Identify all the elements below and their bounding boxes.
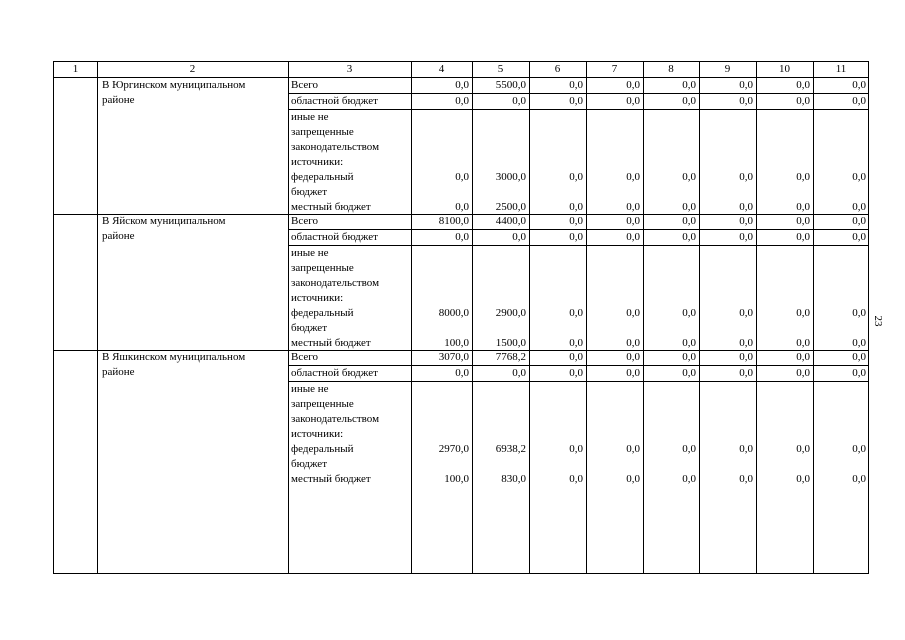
row-label: бюджет — [291, 186, 327, 198]
value-cell: 0,0 — [682, 443, 696, 455]
value-cell: 0,0 — [796, 171, 810, 183]
row-label: иные не — [291, 247, 329, 259]
district-name: районе — [102, 366, 135, 378]
value-cell: 0,0 — [512, 95, 526, 107]
value-cell: 0,0 — [796, 95, 810, 107]
column-header: 8 — [668, 63, 674, 75]
value-cell: 5500,0 — [495, 79, 526, 91]
value-cell: 3070,0 — [438, 351, 469, 363]
value-cell: 0,0 — [739, 307, 753, 319]
budget-table — [53, 61, 869, 574]
value-cell: 0,0 — [569, 201, 583, 213]
value-cell: 0,0 — [852, 95, 866, 107]
district-name: В Яйском муниципальном — [102, 215, 226, 227]
row-label: областной бюджет — [291, 231, 378, 243]
row-label: Всего — [291, 351, 318, 363]
value-cell: 0,0 — [852, 307, 866, 319]
value-cell: 0,0 — [852, 231, 866, 243]
value-cell: 0,0 — [796, 443, 810, 455]
row-divider — [288, 109, 869, 110]
value-cell: 2970,0 — [438, 443, 469, 455]
row-label: запрещенные — [291, 126, 354, 138]
value-cell: 0,0 — [626, 473, 640, 485]
value-cell: 100,0 — [444, 337, 469, 349]
value-cell: 0,0 — [626, 443, 640, 455]
value-cell: 0,0 — [455, 201, 469, 213]
value-cell: 0,0 — [569, 337, 583, 349]
value-cell: 0,0 — [626, 231, 640, 243]
value-cell: 0,0 — [626, 201, 640, 213]
value-cell: 0,0 — [796, 201, 810, 213]
value-cell: 0,0 — [682, 171, 696, 183]
value-cell: 0,0 — [569, 307, 583, 319]
value-cell: 0,0 — [626, 337, 640, 349]
row-label: запрещенные — [291, 262, 354, 274]
value-cell: 0,0 — [796, 351, 810, 363]
value-cell: 0,0 — [852, 337, 866, 349]
row-label: источники: — [291, 428, 344, 440]
value-cell: 0,0 — [626, 171, 640, 183]
value-cell: 830,0 — [501, 473, 526, 485]
row-label: законодательством — [291, 141, 380, 153]
column-divider — [97, 62, 98, 573]
value-cell: 7768,2 — [495, 351, 526, 363]
value-cell: 3000,0 — [495, 171, 526, 183]
row-label: бюджет — [291, 322, 327, 334]
value-cell: 0,0 — [569, 443, 583, 455]
value-cell: 0,0 — [796, 367, 810, 379]
value-cell: 0,0 — [569, 95, 583, 107]
value-cell: 0,0 — [739, 443, 753, 455]
value-cell: 0,0 — [682, 337, 696, 349]
row-label: федеральный — [291, 307, 354, 319]
value-cell: 0,0 — [852, 351, 866, 363]
value-cell: 0,0 — [852, 473, 866, 485]
district-name: В Юргинском муниципальном — [102, 79, 246, 91]
column-header: 6 — [554, 63, 561, 75]
value-cell: 0,0 — [626, 307, 640, 319]
column-header: 4 — [438, 63, 445, 75]
row-label: иные не — [291, 111, 329, 123]
value-cell: 0,0 — [455, 231, 469, 243]
value-cell: 8000,0 — [438, 307, 469, 319]
row-label: местный бюджет — [291, 473, 371, 485]
column-header: 3 — [346, 63, 353, 75]
value-cell: 0,0 — [455, 171, 469, 183]
value-cell: 0,0 — [796, 473, 810, 485]
value-cell: 0,0 — [569, 351, 583, 363]
value-cell: 0,0 — [682, 473, 696, 485]
value-cell: 0,0 — [796, 337, 810, 349]
value-cell: 6938,2 — [495, 443, 526, 455]
row-label: Всего — [291, 79, 318, 91]
value-cell: 0,0 — [682, 215, 696, 227]
column-header: 1 — [72, 63, 79, 75]
column-header: 10 — [779, 63, 790, 75]
row-label: областной бюджет — [291, 367, 378, 379]
value-cell: 0,0 — [682, 231, 696, 243]
value-cell: 0,0 — [852, 443, 866, 455]
row-divider — [288, 381, 869, 382]
value-cell: 8100,0 — [438, 215, 469, 227]
column-header: 9 — [724, 63, 731, 75]
row-label: Всего — [291, 215, 318, 227]
row-label: источники: — [291, 292, 344, 304]
district-name: В Яшкинском муниципальном — [102, 351, 246, 363]
value-cell: 0,0 — [512, 367, 526, 379]
value-cell: 0,0 — [796, 215, 810, 227]
value-cell: 0,0 — [569, 367, 583, 379]
value-cell: 0,0 — [626, 351, 640, 363]
value-cell: 0,0 — [569, 171, 583, 183]
value-cell: 0,0 — [626, 95, 640, 107]
value-cell: 0,0 — [739, 215, 753, 227]
row-label: иные не — [291, 383, 329, 395]
value-cell: 0,0 — [682, 95, 696, 107]
row-label: местный бюджет — [291, 337, 371, 349]
value-cell: 0,0 — [739, 473, 753, 485]
value-cell: 0,0 — [626, 79, 640, 91]
value-cell: 0,0 — [626, 215, 640, 227]
value-cell: 0,0 — [796, 79, 810, 91]
value-cell: 0,0 — [852, 171, 866, 183]
district-name: районе — [102, 230, 135, 242]
value-cell: 0,0 — [739, 367, 753, 379]
value-cell: 100,0 — [444, 473, 469, 485]
column-header: 7 — [611, 63, 618, 75]
value-cell: 0,0 — [455, 95, 469, 107]
value-cell: 0,0 — [682, 307, 696, 319]
value-cell: 0,0 — [739, 79, 753, 91]
value-cell: 0,0 — [796, 307, 810, 319]
row-label: областной бюджет — [291, 95, 378, 107]
row-divider — [288, 245, 869, 246]
value-cell: 0,0 — [852, 79, 866, 91]
value-cell: 2900,0 — [495, 307, 526, 319]
row-label: бюджет — [291, 458, 327, 470]
value-cell: 0,0 — [569, 79, 583, 91]
value-cell: 4400,0 — [495, 215, 526, 227]
value-cell: 0,0 — [682, 79, 696, 91]
value-cell: 0,0 — [739, 337, 753, 349]
row-label: законодательством — [291, 277, 380, 289]
value-cell: 0,0 — [455, 367, 469, 379]
value-cell: 0,0 — [739, 171, 753, 183]
value-cell: 1500,0 — [495, 337, 526, 349]
value-cell: 2500,0 — [495, 201, 526, 213]
row-label: федеральный — [291, 443, 354, 455]
column-divider — [288, 62, 289, 573]
value-cell: 0,0 — [739, 351, 753, 363]
column-header: 5 — [497, 63, 504, 75]
value-cell: 0,0 — [455, 79, 469, 91]
value-cell: 0,0 — [852, 201, 866, 213]
page-number: 23 — [872, 315, 884, 327]
value-cell: 0,0 — [512, 231, 526, 243]
row-label: местный бюджет — [291, 201, 371, 213]
row-label: федеральный — [291, 171, 354, 183]
row-label: законодательством — [291, 413, 380, 425]
value-cell: 0,0 — [852, 215, 866, 227]
value-cell: 0,0 — [852, 367, 866, 379]
value-cell: 0,0 — [569, 473, 583, 485]
column-header: 2 — [189, 63, 196, 75]
value-cell: 0,0 — [682, 201, 696, 213]
district-name: районе — [102, 94, 135, 106]
value-cell: 0,0 — [569, 231, 583, 243]
value-cell: 0,0 — [626, 367, 640, 379]
value-cell: 0,0 — [569, 215, 583, 227]
value-cell: 0,0 — [796, 231, 810, 243]
column-header: 11 — [835, 63, 847, 75]
value-cell: 0,0 — [682, 351, 696, 363]
row-label: источники: — [291, 156, 344, 168]
value-cell: 0,0 — [739, 231, 753, 243]
value-cell: 0,0 — [739, 95, 753, 107]
row-label: запрещенные — [291, 398, 354, 410]
value-cell: 0,0 — [682, 367, 696, 379]
value-cell: 0,0 — [739, 201, 753, 213]
